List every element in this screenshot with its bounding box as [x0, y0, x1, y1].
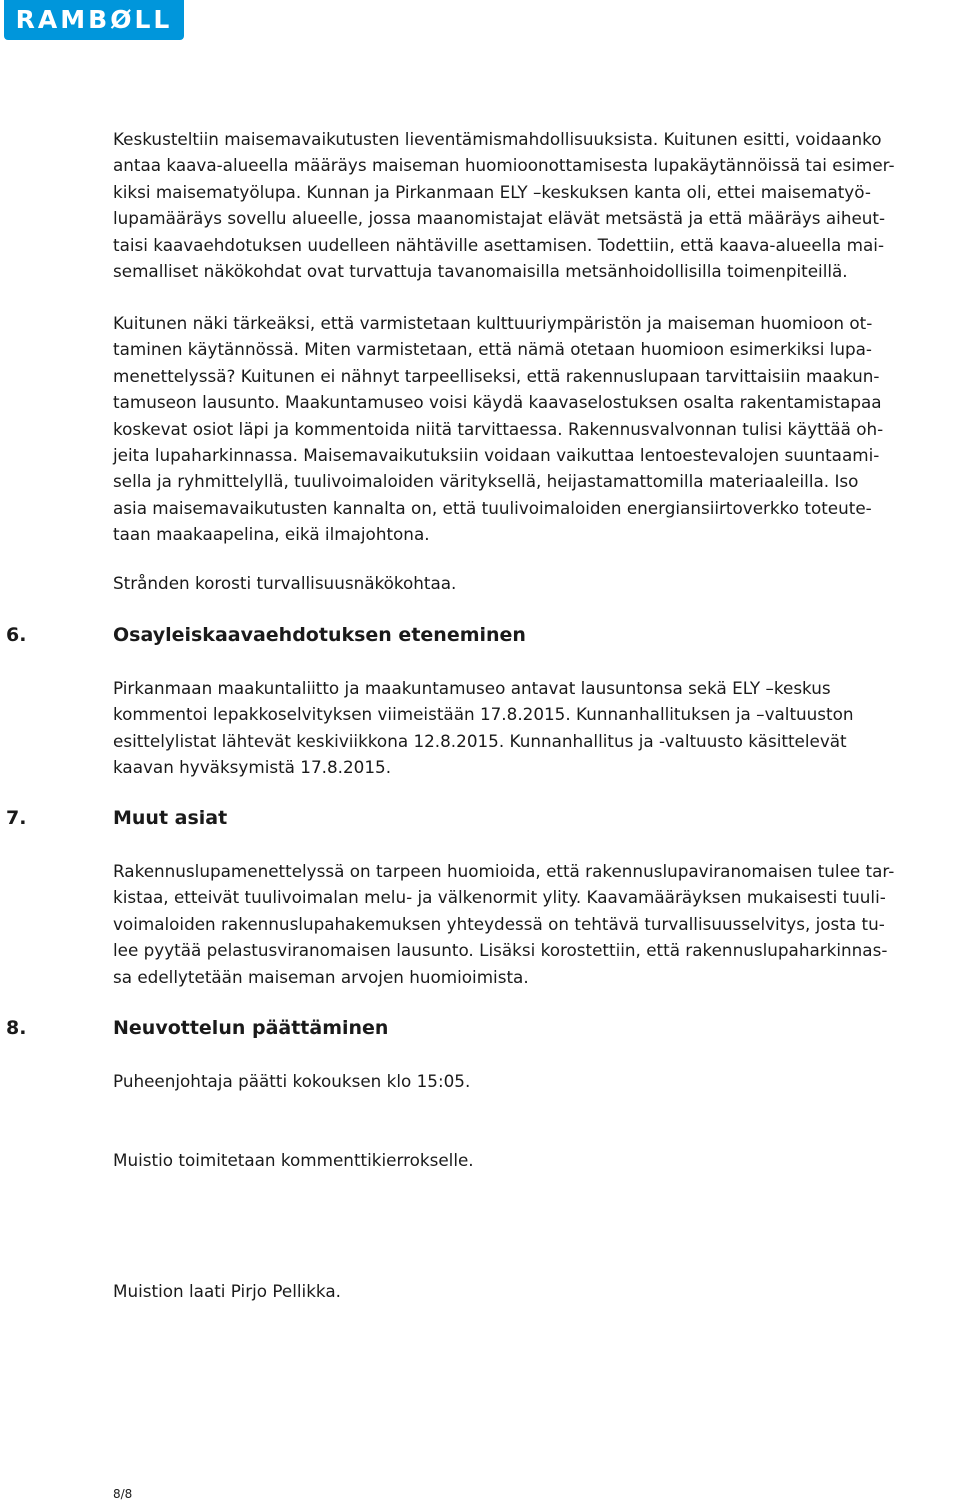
paragraph-landscape-mitigation: Keskusteltiin maisemavaikutusten lieventämismahdollisuuksista. Kuitunen esitti, voidaanko antaa kaava-alueella määräys maiseman huomioonottamisesta lupakäytännöissä tai esimer- kiksi maisematyölupa. Kunnan ja Pirkanmaan ELY –keskuksen kanta oli, ettei maisematyö- lupamääräys sovellu alueelle, jossa maanomistajat elävät metsästä ja että määräys aiheut- taisi kaavaehdotuksen uudelleen nähtäville asettamisen. Todettiin, että kaava-alueella mai- semalliset näkökohdat ovat turvattuja tavanomaisilla metsänhoidollisilla toimenpiteillä. — [113, 129, 895, 282]
paragraph-plan-progress: Pirkanmaan maakuntaliitto ja maakuntamuseo antavat lausuntonsa sekä ELY –keskus kommentoi lepakkoselvityksen viimeistään 17.8.2015. Kunnanhallituksen ja –valtuuston esittelylistat lähtevät keskiviikkona 12.8.2015. Kunnanhallitus ja -valtuusto käsittelevät kaavan hyväksymistä 17.8.2015. — [113, 678, 854, 778]
section-number: 8. — [6, 1017, 27, 1039]
logo-text: RAMBØLL — [15, 5, 173, 34]
section-number: 6. — [6, 624, 27, 646]
paragraph-cultural-environment: Kuitunen näki tärkeäksi, että varmistetaan kulttuuriympäristön ja maiseman huomioon ot- taminen käytännössä. Miten varmistetaan, että nämä otetaan huomioon esimerkiksi lupa- menettelyssä? Kuitunen ei nähnyt tarpeelliseksi, että rakennuslupaan tarvittaisiin maakun- tamuseon lausunto. Maakuntamuseo voisi käydä kaavaselostuksen osalta rakentamistapaa koskevat osiot läpi ja kommentoida niitä tarvittaessa. Rakennusvalvonnan tulisi käyttää oh- jeita lupaharkinnassa. Maisemavaikutuksiin voidaan vaikuttaa lentoestevalojen suuntaami- sella ja ryhmittelyllä, tuulivoimaloiden värityksellä, heijastamattomilla materiaaleilla. Iso asia maisemavaikutusten kannalta on, että tuulivoimaloiden energiansiirtoverkko toteute- taan maakaapelina, eikä ilmajohtona. — [113, 313, 884, 545]
paragraph-safety: Strånden korosti turvallisuusnäkökohtaa. — [113, 573, 457, 593]
section-title: Muut asiat — [113, 807, 228, 829]
paragraph-meeting-closed: Puheenjohtaja päätti kokouksen klo 15:05. — [113, 1071, 471, 1091]
section-title: Neuvottelun päättäminen — [113, 1017, 389, 1039]
ramboll-logo — [4, 0, 184, 40]
paragraph-other-matters: Rakennuslupamenettelyssä on tarpeen huomioida, että rakennuslupaviranomaisen tulee tar- kistaa, etteivät tuulivoimalan melu- ja välkenormit ylity. Kaavamääräyksen mukaisesti tuuli- voimaloiden rakennuslupahakemuksen yhteydessä on tehtävä turvallisuusselvitys, josta tu- lee pyytää pelastusviranomaisen lausunto. Lisäksi korostettiin, että rakennuslupaharkinnas- sa edellytetään maiseman arvojen huomioimista. — [113, 861, 895, 987]
page-number: 8/8 — [113, 1487, 133, 1501]
section-title: Osayleiskaavaehdotuksen eteneminen — [113, 624, 526, 646]
section-heading-7 — [6, 806, 227, 830]
section-heading-8 — [6, 1016, 388, 1040]
section-heading-6 — [6, 623, 526, 647]
paragraph-author: Muistion laati Pirjo Pellikka. — [113, 1281, 341, 1301]
section-number: 7. — [6, 807, 27, 829]
paragraph-comment-round: Muistio toimitetaan kommenttikierrokselle. — [113, 1150, 474, 1170]
